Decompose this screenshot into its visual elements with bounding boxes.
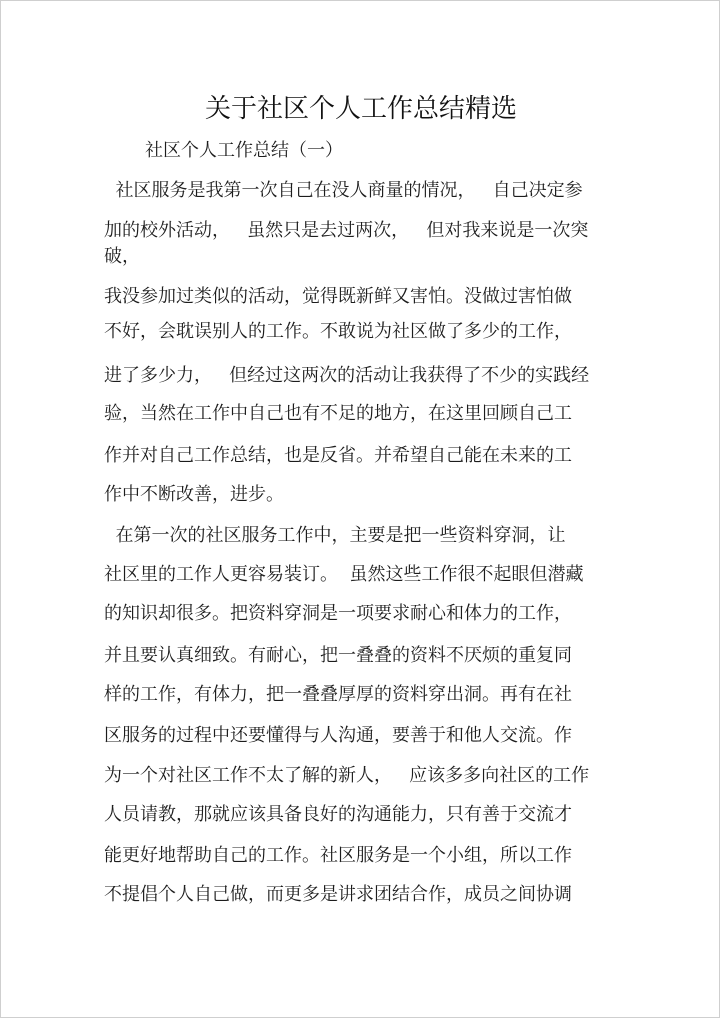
body-line: 社区里的工作人更容易装订。 虽然这些工作很不起眼但潜藏 <box>104 564 584 585</box>
body-line: 加的校外活动， 虽然只是去过两次， 但对我来说是一次突 <box>104 220 589 241</box>
body-line: 在第一次的社区服务工作中，主要是把一些资料穿洞，让 <box>104 525 566 546</box>
body-line: 破， <box>104 246 140 267</box>
body-line: 不好，会耽误别人的工作。不敢说为社区做了多少的工作， <box>104 321 572 342</box>
body-line: 不提倡个人自己做，而更多是讲求团结合作，成员之间协调 <box>104 884 572 905</box>
body-line: 作中不断改善，进步。 <box>104 484 284 505</box>
body-line: 社区服务是我第一次自己在没人商量的情况， 自己决定参 <box>104 180 583 201</box>
body-line: 样的工作，有体力，把一叠叠厚厚的资料穿出洞。再有在社 <box>104 684 572 705</box>
document-title: 关于社区个人工作总结精选 <box>204 94 517 124</box>
body-line: 我没参加过类似的活动，觉得既新鲜又害怕。没做过害怕做 <box>104 286 572 307</box>
body-line: 能更好地帮助自己的工作。社区服务是一个小组，所以工作 <box>104 845 572 866</box>
body-line: 验，当然在工作中自己也有不足的地方，在这里回顾自己工 <box>104 403 572 424</box>
section-subtitle: 社区个人工作总结（一） <box>145 140 343 161</box>
body-line: 作并对自己工作总结，也是反省。并希望自己能在未来的工 <box>104 445 572 466</box>
body-line: 人员请教，那就应该具备良好的沟通能力，只有善于交流才 <box>104 804 572 825</box>
body-line: 并且要认真细致。有耐心，把一叠叠的资料不厌烦的重复同 <box>104 645 572 666</box>
body-line: 进了多少力， 但经过这两次的活动让我获得了不少的实践经 <box>104 365 590 386</box>
body-line: 为一个对社区工作不太了解的新人， 应该多多向社区的工作 <box>104 765 590 786</box>
body-line: 的知识却很多。把资料穿洞是一项要求耐心和体力的工作， <box>104 603 572 624</box>
body-line: 区服务的过程中还要懂得与人沟通，要善于和他人交流。作 <box>104 725 572 746</box>
